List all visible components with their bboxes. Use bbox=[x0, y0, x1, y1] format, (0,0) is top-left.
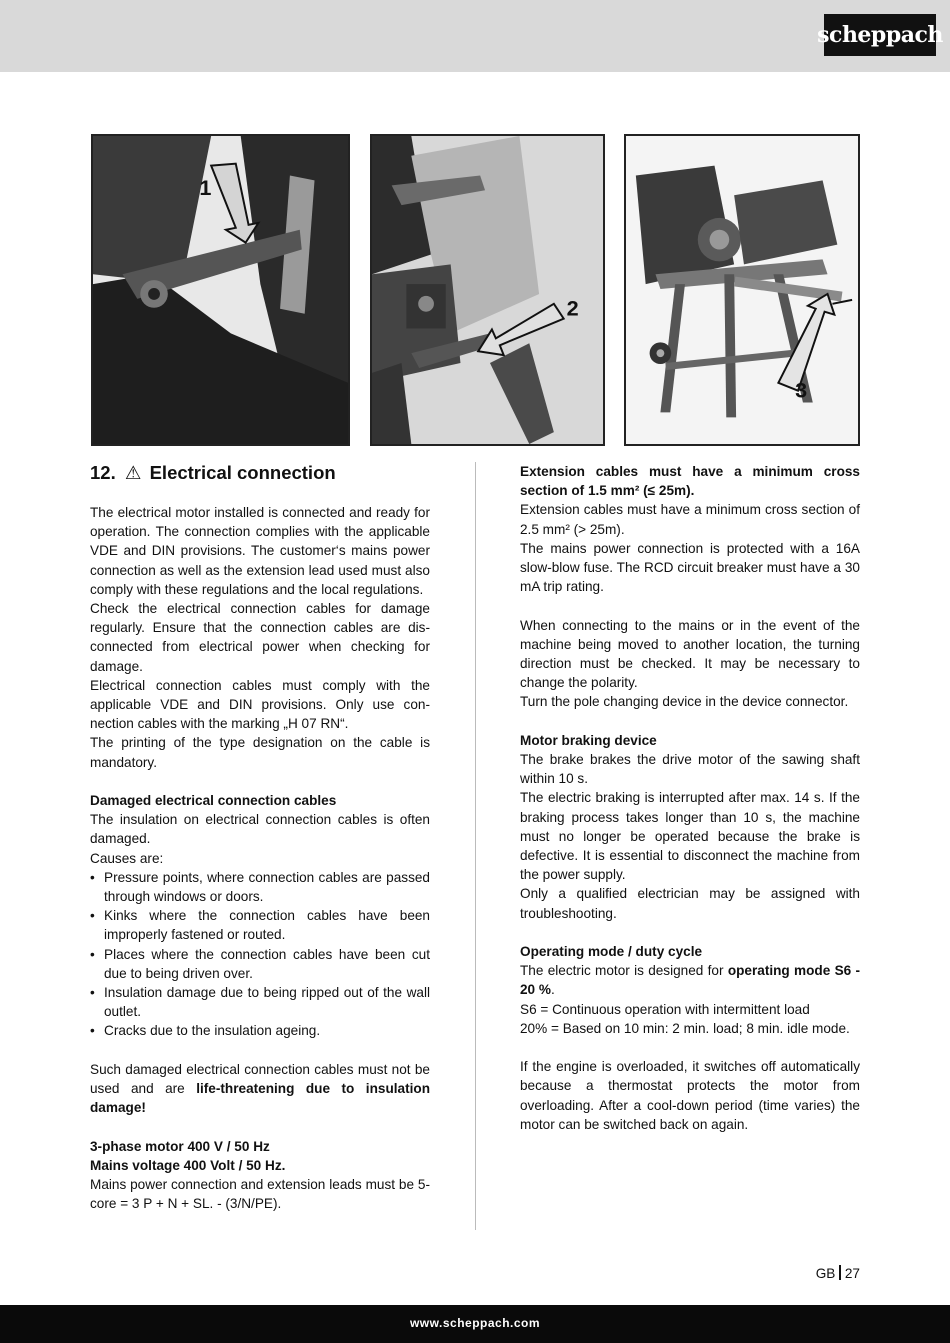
section-heading bbox=[90, 462, 430, 484]
extension-cable-bold: Extension cables must have a minimum cross section of 1.5 mm² (≤ 25m). bbox=[520, 464, 860, 499]
warning-emphasis: life-threatening due to insulation damage! bbox=[90, 1081, 431, 1116]
column-divider bbox=[475, 462, 476, 1230]
motor-paragraph: Mains power connection and extension leads must be 5-core = 3 P + N + SL. - (3/N/PE). bbox=[90, 1177, 430, 1212]
operating-mode-end: . bbox=[550, 982, 555, 998]
warning-text: Such damaged electrical connection cables must not be used and are bbox=[90, 1061, 430, 1097]
duty-cycle-definition: 20% = Based on 10 min: 2 min. load; 8 min. idle mode. bbox=[520, 1020, 850, 1036]
list-item: • Cracks due to the insulation ageing. bbox=[90, 1021, 430, 1040]
section-title: Electrical connection bbox=[149, 462, 336, 483]
figure-1-callout: 1 bbox=[199, 175, 212, 201]
s6-definition: S6 = Continuous operation with intermittent load bbox=[520, 1001, 810, 1017]
list-item: • Kinks where the connection cables have been improperly fastened or routed. bbox=[90, 906, 430, 944]
motor-heading-2: Mains voltage 400 Volt / 50 Hz. bbox=[90, 1157, 286, 1173]
warning-triangle-icon: ⚠ bbox=[124, 462, 142, 483]
list-item: • Pressure points, where connection cables are passed through windows or doors. bbox=[90, 868, 430, 906]
causes-label: Causes are: bbox=[90, 850, 164, 866]
brake-paragraph-1: The brake brakes the drive motor of the sawing shaft within 10 s. bbox=[520, 752, 860, 787]
intro-paragraph: The electrical motor installed is connected and ready for operation. The connection complies with the applicable VDE and DIN provisions. The customer‘s mains power connection as well as the extension lead used must also comply with these regulations and the local regulations. bbox=[90, 505, 430, 597]
page-number-value: 27 bbox=[844, 1266, 860, 1281]
motor-heading-1: 3-phase motor 400 V / 50 Hz bbox=[90, 1138, 270, 1154]
figure-1-photo bbox=[91, 134, 350, 446]
check-cables-paragraph: Check the electrical connection cables for damage regularly. Ensure that the connection cables are disconnected from electrical power when checking for damage. bbox=[90, 601, 430, 674]
right-column bbox=[520, 462, 860, 1134]
type-designation-paragraph: The printing of the type designation on the cable is mandatory. bbox=[90, 735, 430, 770]
operating-mode-emphasis: operating mode S6 - 20 % bbox=[520, 963, 861, 998]
figure-3-photo bbox=[624, 134, 860, 446]
brake-heading: Motor braking device bbox=[520, 732, 657, 748]
figure-2-callout: 2 bbox=[566, 295, 579, 321]
list-item: • Places where the connection cables have been cut due to being driven over. bbox=[90, 945, 430, 983]
list-item: • Insulation damage due to being ripped out of the wall outlet. bbox=[90, 983, 430, 1021]
language-code: GB bbox=[815, 1266, 836, 1281]
damaged-cables-heading: Damaged electrical connection cables bbox=[90, 793, 337, 809]
footer-bar bbox=[0, 1305, 950, 1343]
brake-paragraph-2: The electric braking is interrupted after max. 14 s. If the braking process takes longer than 10 s, the machine must no longer be operated because the brake is defective. It is essential to disconnect the machine from the power supply. bbox=[520, 790, 860, 883]
header-bar bbox=[0, 0, 950, 72]
section-number: 12. bbox=[90, 462, 116, 483]
operating-mode-heading: Operating mode / duty cycle bbox=[520, 944, 703, 960]
figure-2-photo bbox=[370, 134, 605, 446]
operating-mode-text: The electric motor is designed for bbox=[520, 963, 728, 979]
figure-3-callout: 3 bbox=[795, 377, 808, 403]
polarity-paragraph: When connecting to the mains or in the event of the machine being moved to another location, the turning direction must be checked. It may be necessary to change the polarity. bbox=[520, 617, 860, 691]
scheppach-logo: scheppach bbox=[824, 14, 936, 56]
fuse-paragraph: The mains power connection is protected with a 16A slow-blow fuse. The RCD circuit breaker must have a 30 mA trip rating. bbox=[520, 540, 860, 595]
page-number bbox=[816, 1265, 860, 1281]
insulation-paragraph: The insulation on electrical connection cables is often damaged. bbox=[90, 812, 430, 847]
operating-mode-paragraph bbox=[520, 961, 860, 999]
extension-cable-paragraph: Extension cables must have a minimum cross section of 2.5 mm² (> 25m). bbox=[520, 502, 860, 537]
pole-changing-paragraph: Turn the pole changing device in the device connector. bbox=[520, 694, 849, 710]
causes-list bbox=[90, 868, 430, 1041]
left-column bbox=[90, 462, 430, 1213]
brake-paragraph-3: Only a qualified electrician may be assigned with troubleshooting. bbox=[520, 886, 860, 921]
warning-paragraph bbox=[90, 1060, 430, 1118]
website-url: www.scheppach.com bbox=[409, 1316, 541, 1330]
cable-compliance-paragraph: Electrical connection cables must comply with the applicable VDE and DIN provisions. Only use connection cables with the marking „H 07 RN“. bbox=[90, 677, 430, 732]
overload-paragraph: If the engine is overloaded, it switches off automatically because a thermostat protects the motor from overloading. After a cool-down period (time varies) the motor can be switched back on again. bbox=[520, 1059, 860, 1132]
